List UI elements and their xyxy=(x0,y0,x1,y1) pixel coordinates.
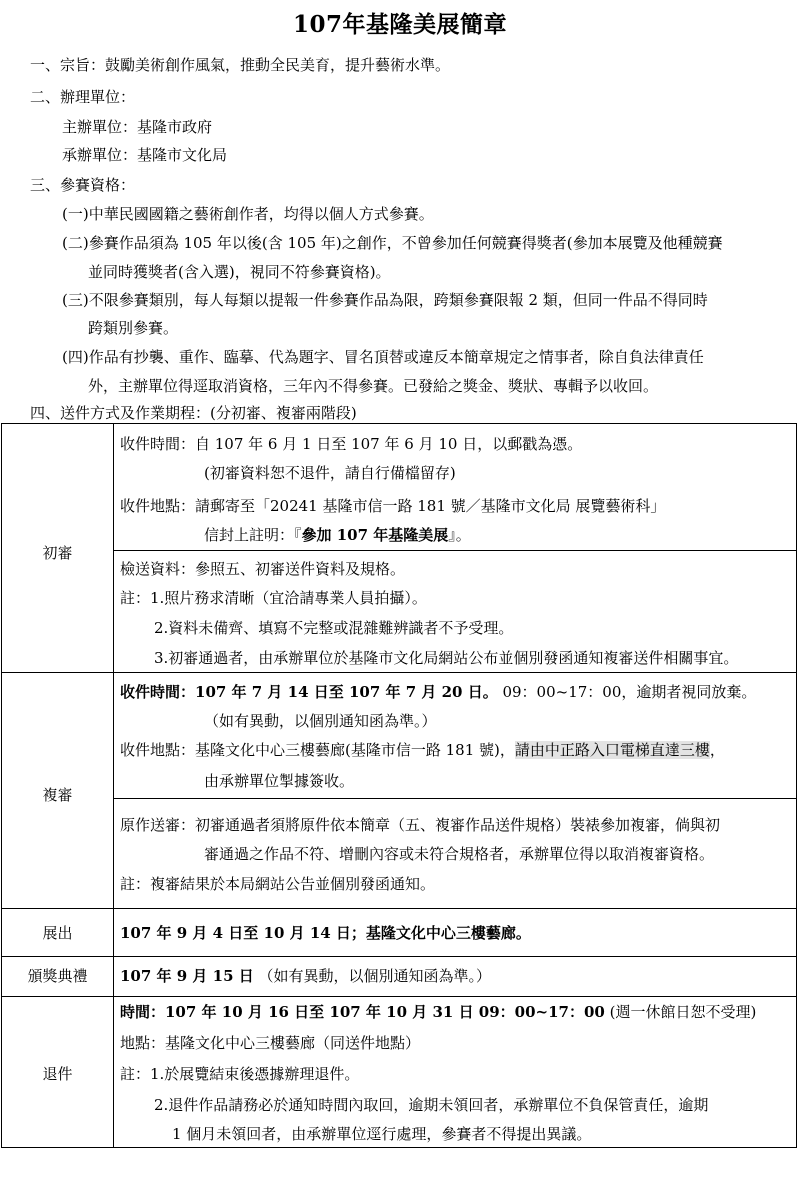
preliminary-note-3: 3.初審通過者，由承辦單位於基隆市文化局網站公布並個別發函通知複審送件相關事宜。 xyxy=(154,649,739,667)
final-original-submission-2: 審通過之作品不符、增刪內容或未符合規格者，承辦單位得以取消複審資格。 xyxy=(204,845,715,863)
preliminary-receipt-time: 收件時間：自 107 年 6 月 1 日至 107 年 6 月 10 日，以郵戳為憑。 xyxy=(120,435,583,453)
row-label-return: 退件 xyxy=(42,1065,73,1083)
preliminary-receipt-note: (初審資料恕不退件，請自行備檔留存) xyxy=(204,464,456,482)
preliminary-receipt-place: 收件地點：請郵寄至「20241 基隆市信一路 181 號／基隆市文化局 展覽藝術科」 xyxy=(120,497,666,515)
exhibition-period: 107 年 9 月 4 日至 10 月 14 日；基隆文化中心三樓藝廊。 xyxy=(120,924,531,942)
eligibility-item-3-line-1: (三)不限參賽類別，每人每類以提報一件參賽作品為限，跨類參賽限報 2 類，但同一件品不得同時 xyxy=(62,291,708,309)
row-label-exhibition: 展出 xyxy=(42,924,73,942)
return-note-3: 1 個月未領回者，由承辦單位逕行處理，參賽者不得提出異議。 xyxy=(172,1125,592,1143)
final-receipt-note: （如有異動，以個別通知函為準。） xyxy=(204,712,437,730)
return-time: 時間：107 年 10 月 16 日至 107 年 10 月 31 日 09：00~17：00 (週一休館日恕不受理) xyxy=(120,1003,757,1021)
column-divider xyxy=(113,424,114,1147)
purpose-line: 一、宗旨：鼓勵美術創作風氣，推動全民美育，提升藝術水準。 xyxy=(30,56,451,74)
host-unit: 主辦單位：基隆市政府 xyxy=(62,118,213,136)
row-divider xyxy=(2,956,796,957)
final-receipt-sign: 由承辦單位掣據簽收。 xyxy=(204,772,355,790)
organizing-unit: 承辦單位：基隆市文化局 xyxy=(62,146,228,164)
schedule-table xyxy=(1,423,797,1148)
row-divider xyxy=(2,996,796,997)
row-label-award-ceremony: 頒獎典禮 xyxy=(27,967,88,985)
eligibility-item-4-line-1: (四)作品有抄襲、重作、臨摹、代為題字、冒名頂替或違反本簡章規定之情事者，除自負法律責任 xyxy=(62,348,704,366)
eligibility-item-2-line-2: 並同時獲獎者(含入選)，視同不符參賽資格)。 xyxy=(88,263,391,281)
row-divider xyxy=(113,550,796,551)
final-receipt-time: 收件時間：107 年 7 月 14 日至 107 年 7 月 20 日。 09：00~17：00，逾期者視同放棄。 xyxy=(120,683,757,701)
final-receipt-place: 收件地點：基隆文化中心三樓藝廊(基隆市信一路 181 號)，請由中正路入口電梯直達三樓， xyxy=(120,741,725,759)
row-divider xyxy=(113,798,796,799)
return-note-2: 2.退件作品請務必於通知時間內取回，逾期未領回者，承辦單位不負保管責任，逾期 xyxy=(154,1096,709,1114)
eligibility-item-2-line-1: (二)參賽作品須為 105 年以後(含 105 年)之創作，不曾參加任何競賽得獎者(參加本展覽及他種競賽 xyxy=(62,234,723,252)
preliminary-note-2: 2.資料未備齊、填寫不完整或混雜難辨識者不予受理。 xyxy=(154,619,514,637)
return-note-1: 註：1.於展覽結束後憑據辦理退件。 xyxy=(120,1065,360,1083)
eligibility-item-4-line-2: 外，主辦單位得逕取消資格，三年內不得參賽。已發給之獎金、獎狀、專輯予以收回。 xyxy=(88,377,659,395)
final-original-submission-1: 原作送審：初審通過者須將原件依本簡章（五、複審作品送件規格）裝裱參加複審，倘與初 xyxy=(120,816,721,834)
preliminary-note-1: 註：1.照片務求清晰（宜洽請專業人員拍攝）。 xyxy=(120,589,427,607)
eligibility-item-1: (一)中華民國國籍之藝術創作者，均得以個人方式參賽。 xyxy=(62,205,434,223)
return-place: 地點：基隆文化中心三樓藝廊（同送件地點） xyxy=(120,1034,421,1052)
eligibility-item-3-line-2: 跨類別參賽。 xyxy=(88,319,179,337)
organizer-heading: 二、辦理單位： xyxy=(30,88,136,106)
award-ceremony-date: 107 年 9 月 15 日 （如有異動，以個別通知函為準。） xyxy=(120,967,492,985)
preliminary-envelope-note: 信封上註明：『參加 107 年基隆美展』。 xyxy=(204,526,471,544)
row-divider xyxy=(2,672,796,673)
final-result-note: 註：複審結果於本局網站公告並個別發函通知。 xyxy=(120,875,436,893)
submission-heading: 四、送件方式及作業期程：(分初審、複審兩階段) xyxy=(30,404,357,422)
row-label-final-review: 複審 xyxy=(42,786,73,804)
row-label-preliminary: 初審 xyxy=(42,544,73,562)
preliminary-documents: 檢送資料：參照五、初審送件資料及規格。 xyxy=(120,560,406,578)
eligibility-heading: 三、參賽資格： xyxy=(30,176,136,194)
row-divider xyxy=(2,908,796,909)
page-title: 107年基隆美展簡章 xyxy=(292,11,507,38)
